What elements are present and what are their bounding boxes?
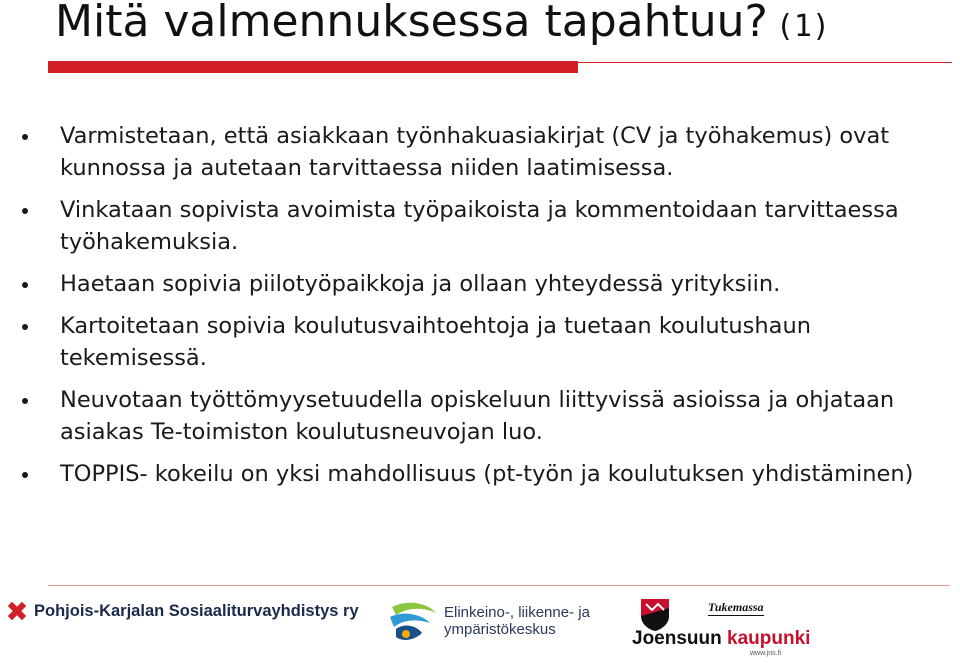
bullet-text: Haetaan sopivia piilotyöpaikkoja ja ollaan yhteydessä yrityksiin.	[60, 271, 781, 297]
bullet-dot-icon	[22, 282, 28, 288]
slide-title-text: Mitä valmennuksessa tapahtuu?	[55, 0, 768, 47]
logo-joensuu-name	[632, 628, 810, 650]
logo-joensuun-kaupunki	[632, 598, 811, 660]
bullet-text: Varmistetaan, että asiakkaan työnhakuasiakirjat (CV ja työhakemus) ovat kunnossa ja autetaan tarvittaessa niiden laatimisessa.	[60, 123, 890, 181]
ely-swoosh-icon	[386, 597, 438, 645]
bullet-text: Kartoitetaan sopivia koulutusvaihtoehtoja ja tuetaan koulutushaun tekemisessä.	[60, 313, 811, 371]
bullet-item	[20, 310, 950, 374]
bullet-text: Neuvotaan työttömyysetuudella opiskeluun liittyvissä asioissa ja ohjataan asiakas Te-toimiston koulutusneuvojan luo.	[60, 387, 895, 445]
bullet-dot-icon	[22, 324, 28, 330]
logo-ely-line1: Elinkeino-, liikenne- ja	[444, 604, 590, 621]
red-cross-icon	[6, 600, 28, 622]
bullet-item	[20, 458, 950, 490]
logo-joensuu-name-part2: kaupunki	[727, 628, 811, 649]
logo-pohjois-karjalan-sosiaaliturvayhdistys	[6, 600, 359, 622]
joensuu-shield-icon	[640, 598, 670, 632]
footer-divider	[48, 585, 950, 586]
bullet-dot-icon	[22, 398, 28, 404]
logo-joensuu-name-part1: Joensuun	[632, 628, 722, 649]
title-accent-line	[578, 62, 952, 63]
slide-title	[55, 0, 830, 55]
logo-pk-text: Pohjois-Karjalan Sosiaaliturvayhdistys ry	[34, 601, 359, 620]
bullet-dot-icon	[22, 472, 28, 478]
bullet-list	[20, 120, 950, 500]
bullet-text: TOPPIS- kokeilu on yksi mahdollisuus (pt-työn ja koulutuksen yhdistäminen)	[60, 461, 914, 487]
bullet-item	[20, 120, 950, 184]
bullet-item	[20, 268, 950, 300]
bullet-item	[20, 194, 950, 258]
logo-joensuu-url: www.jns.fi	[750, 650, 782, 657]
logo-ely-line2: ympäristökeskus	[444, 621, 556, 638]
bullet-item	[20, 384, 950, 448]
logo-ely-keskus	[386, 597, 590, 645]
bullet-dot-icon	[22, 208, 28, 214]
title-accent-bar	[48, 61, 578, 73]
logo-joensuu-tagline: Tukemassa	[708, 600, 764, 614]
slide-title-suffix: (1)	[775, 9, 831, 44]
bullet-text: Vinkataan sopivista avoimista työpaikoista ja kommentoidaan tarvittaessa työhakemuksia.	[60, 197, 899, 255]
bullet-dot-icon	[22, 134, 28, 140]
